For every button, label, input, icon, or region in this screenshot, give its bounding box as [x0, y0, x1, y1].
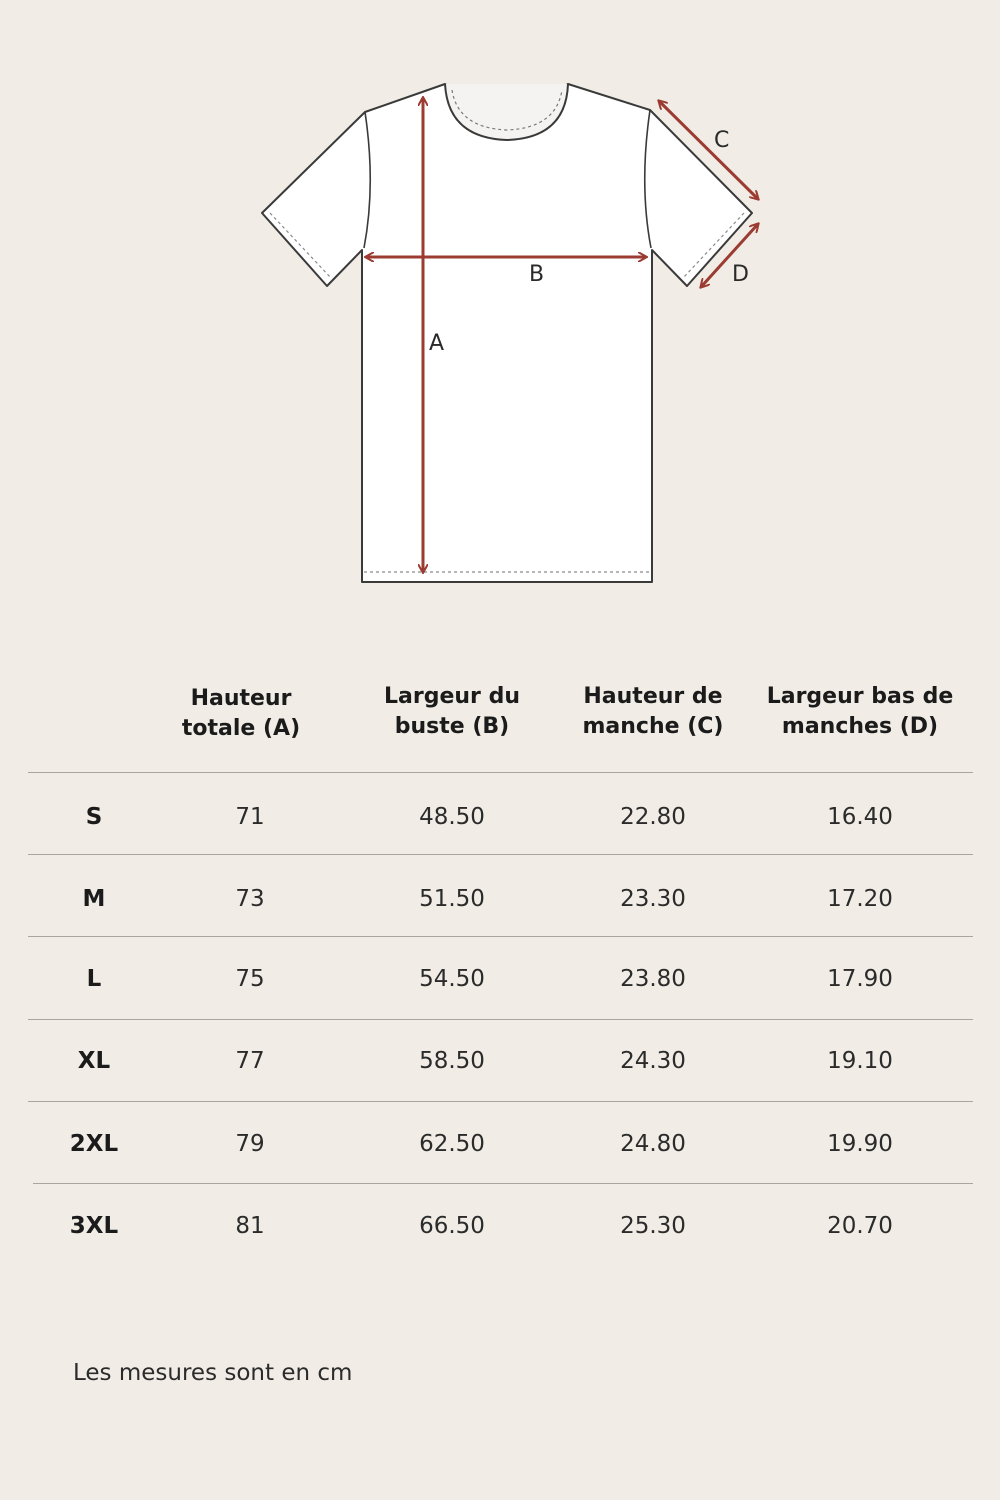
cell-sleeve-height: 22.80: [620, 804, 686, 830]
header-chest-width: [357, 682, 547, 742]
tshirt-icon: [262, 84, 752, 582]
cell-total-height: 71: [235, 804, 265, 830]
header-line: Largeur bas de: [766, 684, 954, 709]
cell-total-height: 81: [235, 1213, 265, 1239]
cell-chest-width: 66.50: [419, 1213, 485, 1239]
cell-sleeve-opening: 19.90: [827, 1131, 893, 1157]
size-label: M: [82, 886, 106, 912]
size-label: S: [85, 804, 103, 830]
cell-total-height: 75: [235, 966, 265, 992]
size-label: 2XL: [69, 1131, 119, 1157]
table-divider: [28, 772, 973, 773]
cell-sleeve-opening: 17.90: [827, 966, 893, 992]
header-line: Hauteur: [190, 686, 292, 711]
cell-sleeve-opening: 17.20: [827, 886, 893, 912]
table-row: [0, 879, 1000, 919]
label-b: B: [529, 262, 545, 287]
header-sleeve-height: [558, 682, 748, 742]
table-row: [0, 1124, 1000, 1164]
size-label: XL: [77, 1048, 111, 1074]
table-row: [0, 959, 1000, 999]
cell-chest-width: 48.50: [419, 804, 485, 830]
cell-chest-width: 54.50: [419, 966, 485, 992]
cell-sleeve-height: 23.80: [620, 966, 686, 992]
header-line: manche (C): [582, 714, 724, 739]
cell-sleeve-opening: 19.10: [827, 1048, 893, 1074]
cell-total-height: 79: [235, 1131, 265, 1157]
table-divider: [28, 854, 973, 855]
table-row: [0, 1041, 1000, 1081]
table-divider: [28, 936, 973, 937]
size-label: 3XL: [69, 1213, 119, 1239]
header-line: buste (B): [394, 714, 510, 739]
header-line: Hauteur de: [583, 684, 723, 709]
label-d: D: [732, 262, 749, 287]
label-c: C: [714, 128, 730, 153]
label-a: A: [429, 331, 445, 356]
cell-chest-width: 62.50: [419, 1131, 485, 1157]
cell-sleeve-opening: 16.40: [827, 804, 893, 830]
cell-chest-width: 51.50: [419, 886, 485, 912]
table-row: [0, 1206, 1000, 1246]
table-divider: [28, 1101, 973, 1102]
cell-sleeve-height: 24.80: [620, 1131, 686, 1157]
header-line: manches (D): [781, 714, 939, 739]
cell-sleeve-height: 23.30: [620, 886, 686, 912]
table-divider: [28, 1019, 973, 1020]
cell-chest-width: 58.50: [419, 1048, 485, 1074]
cell-sleeve-opening: 20.70: [827, 1213, 893, 1239]
header-line: Largeur du: [384, 684, 520, 709]
header-sleeve-opening: [760, 682, 960, 742]
cell-total-height: 73: [235, 886, 265, 912]
table-divider: [33, 1183, 973, 1184]
size-label: L: [86, 966, 102, 992]
table-row: [0, 797, 1000, 837]
tshirt-measurement-diagram: [0, 0, 1000, 620]
header-total-height: [146, 684, 336, 744]
header-line: totale (A): [181, 716, 301, 741]
units-footnote: Les mesures sont en cm: [73, 1360, 353, 1386]
cell-total-height: 77: [235, 1048, 265, 1074]
cell-sleeve-height: 25.30: [620, 1213, 686, 1239]
cell-sleeve-height: 24.30: [620, 1048, 686, 1074]
